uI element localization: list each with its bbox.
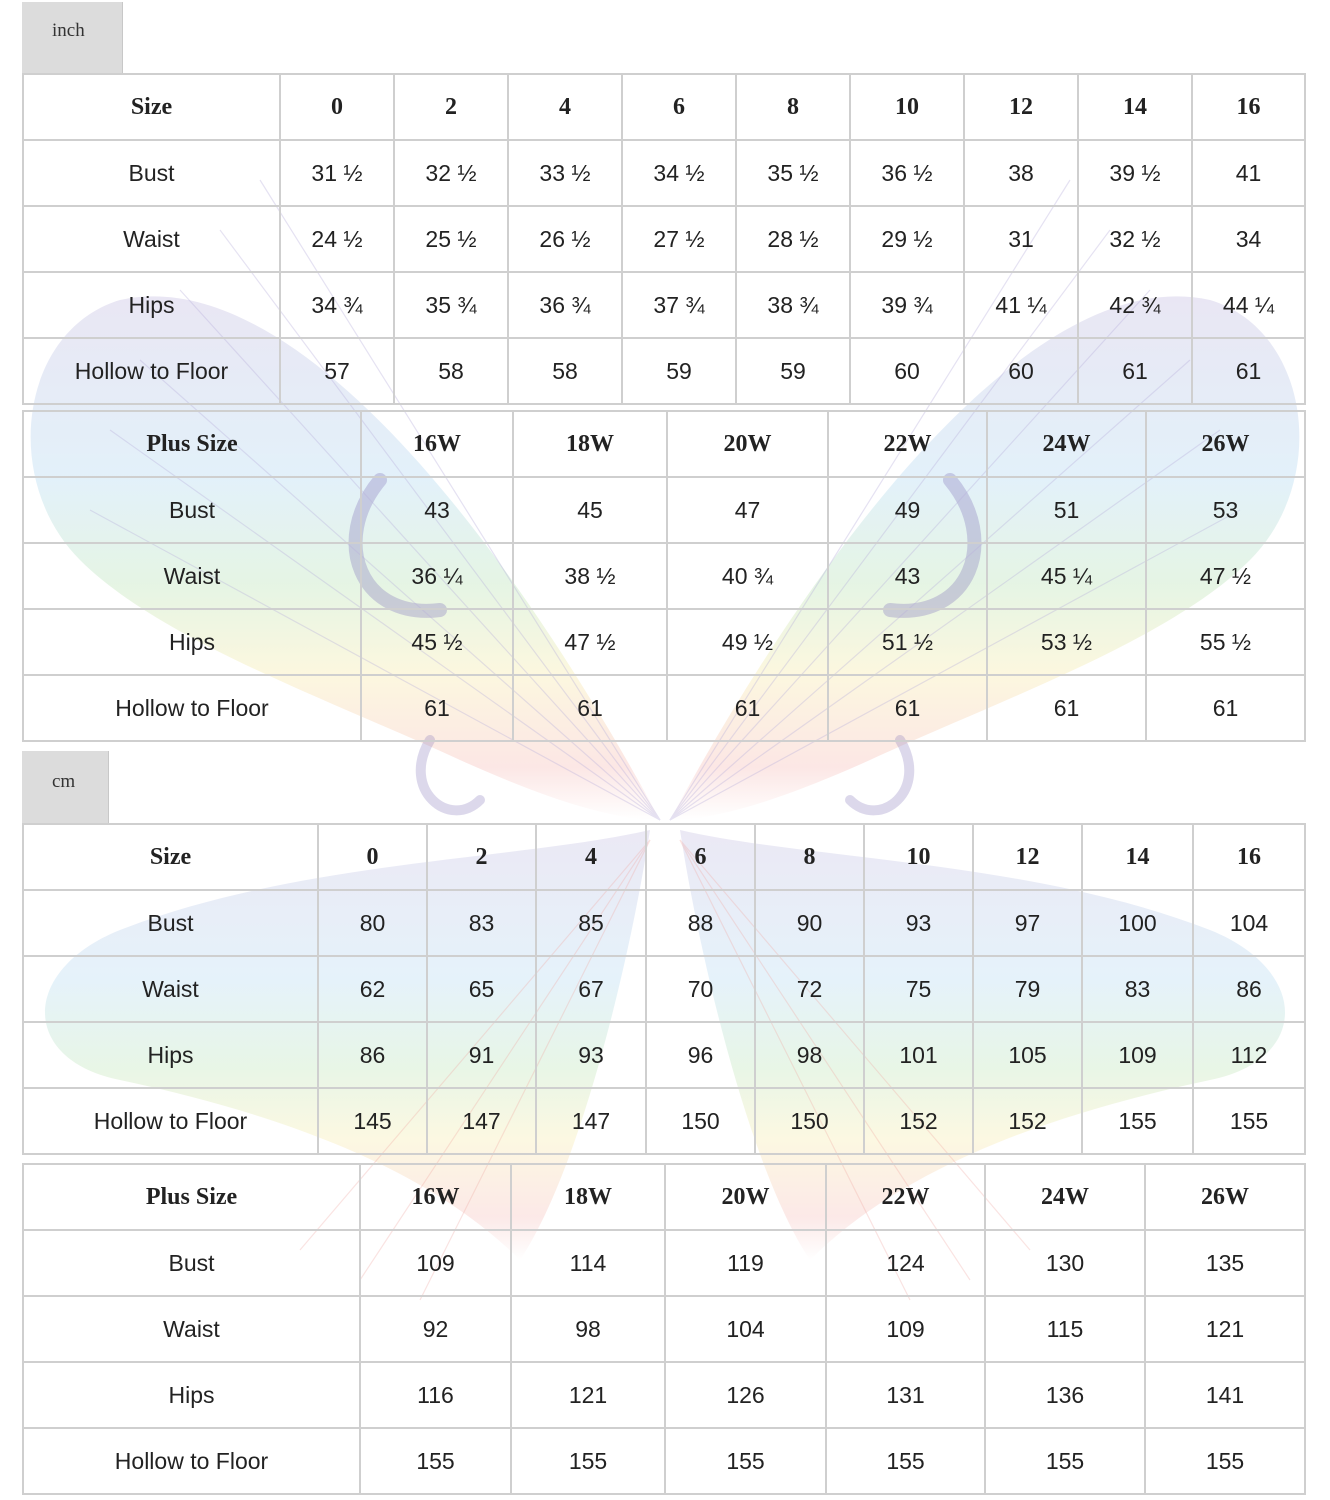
table-cell: 40 ¾ <box>667 543 828 609</box>
table-cell: 31 <box>964 206 1078 272</box>
table-cell: 65 <box>427 956 536 1022</box>
table-cell: 91 <box>427 1022 536 1088</box>
table-cell: 34 <box>1192 206 1305 272</box>
table-cell: 85 <box>536 890 646 956</box>
table-cell: 61 <box>828 675 987 741</box>
table-cell: 86 <box>318 1022 427 1088</box>
table-cell: 36 ¼ <box>361 543 513 609</box>
table-cell: 121 <box>511 1362 665 1428</box>
table-cell: 61 <box>667 675 828 741</box>
row-label: Waist <box>23 956 318 1022</box>
table-cell: 155 <box>511 1428 665 1494</box>
table-row <box>23 477 1305 543</box>
row-label: Hollow to Floor <box>23 675 361 741</box>
header-row <box>23 74 1305 140</box>
size-label: 16 <box>1193 824 1305 890</box>
size-label: 2 <box>427 824 536 890</box>
table-row <box>23 609 1305 675</box>
table-row <box>23 1428 1305 1494</box>
inch-standard-size-table <box>22 73 1306 405</box>
size-label: 12 <box>973 824 1082 890</box>
table-cell: 109 <box>1082 1022 1193 1088</box>
row-label: Waist <box>23 543 361 609</box>
table-cell: 61 <box>1192 338 1305 404</box>
table-cell: 61 <box>1078 338 1192 404</box>
table-cell: 116 <box>360 1362 511 1428</box>
table-cell: 93 <box>536 1022 646 1088</box>
table-cell: 150 <box>755 1088 864 1154</box>
table-cell: 112 <box>1193 1022 1305 1088</box>
table-cell: 70 <box>646 956 755 1022</box>
row-label: Bust <box>23 890 318 956</box>
table-cell: 105 <box>973 1022 1082 1088</box>
table-cell: 45 ½ <box>361 609 513 675</box>
table-cell: 32 ½ <box>394 140 508 206</box>
table-cell: 47 ½ <box>513 609 667 675</box>
table-cell: 42 ¾ <box>1078 272 1192 338</box>
table-cell: 130 <box>985 1230 1145 1296</box>
table-cell: 72 <box>755 956 864 1022</box>
table-row <box>23 1230 1305 1296</box>
table-cell: 88 <box>646 890 755 956</box>
table-cell: 152 <box>973 1088 1082 1154</box>
row-label: Hollow to Floor <box>23 1088 318 1154</box>
table-cell: 155 <box>1082 1088 1193 1154</box>
row-label: Bust <box>23 477 361 543</box>
table-cell: 38 ¾ <box>736 272 850 338</box>
table-cell: 155 <box>665 1428 826 1494</box>
header-row <box>23 824 1305 890</box>
table-cell: 45 <box>513 477 667 543</box>
plus-size-header: Plus Size <box>23 1164 360 1230</box>
table-cell: 61 <box>987 675 1146 741</box>
table-cell: 26 ½ <box>508 206 622 272</box>
table-cell: 141 <box>1145 1362 1305 1428</box>
table-row <box>23 206 1305 272</box>
table-cell: 38 ½ <box>513 543 667 609</box>
plus-size-header: Plus Size <box>23 411 361 477</box>
table-cell: 155 <box>360 1428 511 1494</box>
table-cell: 31 ½ <box>280 140 394 206</box>
table-cell: 49 ½ <box>667 609 828 675</box>
table-cell: 59 <box>736 338 850 404</box>
table-cell: 114 <box>511 1230 665 1296</box>
tab-inch[interactable]: inch <box>22 2 123 73</box>
size-label: 8 <box>755 824 864 890</box>
table-cell: 60 <box>850 338 964 404</box>
table-cell: 155 <box>985 1428 1145 1494</box>
table-cell: 34 ¾ <box>280 272 394 338</box>
table-cell: 39 ¾ <box>850 272 964 338</box>
table-row <box>23 956 1305 1022</box>
table-cell: 100 <box>1082 890 1193 956</box>
table-cell: 61 <box>513 675 667 741</box>
table-cell: 152 <box>864 1088 973 1154</box>
row-label: Bust <box>23 1230 360 1296</box>
table-cell: 83 <box>1082 956 1193 1022</box>
table-row <box>23 1362 1305 1428</box>
table-cell: 109 <box>360 1230 511 1296</box>
table-row <box>23 543 1305 609</box>
table-cell: 150 <box>646 1088 755 1154</box>
size-label: 20W <box>665 1164 826 1230</box>
size-label: 16 <box>1192 74 1305 140</box>
inch-plus-size-table <box>22 410 1306 742</box>
table-cell: 93 <box>864 890 973 956</box>
size-label: 18W <box>511 1164 665 1230</box>
size-label: 8 <box>736 74 850 140</box>
table-cell: 98 <box>755 1022 864 1088</box>
table-cell: 49 <box>828 477 987 543</box>
table-cell: 32 ½ <box>1078 206 1192 272</box>
table-cell: 43 <box>828 543 987 609</box>
cm-plus-size-table <box>22 1163 1306 1495</box>
table-cell: 29 ½ <box>850 206 964 272</box>
table-cell: 96 <box>646 1022 755 1088</box>
table-cell: 92 <box>360 1296 511 1362</box>
table-row <box>23 1022 1305 1088</box>
table-cell: 45 ¼ <box>987 543 1146 609</box>
table-cell: 36 ¾ <box>508 272 622 338</box>
table-cell: 147 <box>536 1088 646 1154</box>
table-cell: 155 <box>1193 1088 1305 1154</box>
size-label: 24W <box>987 411 1146 477</box>
table-cell: 136 <box>985 1362 1145 1428</box>
size-header: Size <box>23 824 318 890</box>
row-label: Bust <box>23 140 280 206</box>
table-cell: 27 ½ <box>622 206 736 272</box>
row-label: Hollow to Floor <box>23 1428 360 1494</box>
table-cell: 104 <box>665 1296 826 1362</box>
table-cell: 101 <box>864 1022 973 1088</box>
table-cell: 47 ½ <box>1146 543 1305 609</box>
row-label: Hips <box>23 272 280 338</box>
table-cell: 147 <box>427 1088 536 1154</box>
size-label: 4 <box>508 74 622 140</box>
table-cell: 61 <box>1146 675 1305 741</box>
table-cell: 44 ¼ <box>1192 272 1305 338</box>
table-cell: 131 <box>826 1362 985 1428</box>
row-label: Hips <box>23 609 361 675</box>
row-label: Hollow to Floor <box>23 338 280 404</box>
table-cell: 155 <box>1145 1428 1305 1494</box>
table-cell: 51 ½ <box>828 609 987 675</box>
table-cell: 35 ½ <box>736 140 850 206</box>
size-label: 16W <box>361 411 513 477</box>
size-label: 26W <box>1146 411 1305 477</box>
size-label: 2 <box>394 74 508 140</box>
size-label: 0 <box>318 824 427 890</box>
size-label: 10 <box>864 824 973 890</box>
table-cell: 61 <box>361 675 513 741</box>
row-label: Waist <box>23 206 280 272</box>
table-row <box>23 272 1305 338</box>
size-label: 22W <box>826 1164 985 1230</box>
table-cell: 25 ½ <box>394 206 508 272</box>
table-cell: 43 <box>361 477 513 543</box>
table-cell: 155 <box>826 1428 985 1494</box>
table-cell: 59 <box>622 338 736 404</box>
table-cell: 35 ¾ <box>394 272 508 338</box>
table-cell: 53 <box>1146 477 1305 543</box>
table-cell: 58 <box>394 338 508 404</box>
table-cell: 57 <box>280 338 394 404</box>
size-label: 14 <box>1082 824 1193 890</box>
row-label: Hips <box>23 1362 360 1428</box>
size-label: 12 <box>964 74 1078 140</box>
table-cell: 83 <box>427 890 536 956</box>
table-cell: 98 <box>511 1296 665 1362</box>
size-label: 14 <box>1078 74 1192 140</box>
table-row <box>23 140 1305 206</box>
size-label: 6 <box>646 824 755 890</box>
table-cell: 121 <box>1145 1296 1305 1362</box>
table-cell: 33 ½ <box>508 140 622 206</box>
table-cell: 28 ½ <box>736 206 850 272</box>
table-cell: 53 ½ <box>987 609 1146 675</box>
table-cell: 124 <box>826 1230 985 1296</box>
table-cell: 39 ½ <box>1078 140 1192 206</box>
table-cell: 97 <box>973 890 1082 956</box>
table-cell: 109 <box>826 1296 985 1362</box>
size-header: Size <box>23 74 280 140</box>
header-row <box>23 411 1305 477</box>
table-cell: 36 ½ <box>850 140 964 206</box>
table-cell: 24 ½ <box>280 206 394 272</box>
size-label: 6 <box>622 74 736 140</box>
table-cell: 115 <box>985 1296 1145 1362</box>
table-cell: 119 <box>665 1230 826 1296</box>
table-cell: 86 <box>1193 956 1305 1022</box>
size-label: 18W <box>513 411 667 477</box>
table-cell: 80 <box>318 890 427 956</box>
table-cell: 38 <box>964 140 1078 206</box>
table-cell: 41 ¼ <box>964 272 1078 338</box>
table-cell: 126 <box>665 1362 826 1428</box>
size-label: 4 <box>536 824 646 890</box>
table-cell: 47 <box>667 477 828 543</box>
table-cell: 145 <box>318 1088 427 1154</box>
table-cell: 34 ½ <box>622 140 736 206</box>
row-label: Hips <box>23 1022 318 1088</box>
table-row <box>23 675 1305 741</box>
table-cell: 104 <box>1193 890 1305 956</box>
table-row <box>23 1088 1305 1154</box>
table-cell: 135 <box>1145 1230 1305 1296</box>
table-cell: 58 <box>508 338 622 404</box>
size-label: 22W <box>828 411 987 477</box>
cm-standard-size-table <box>22 823 1306 1155</box>
size-label: 20W <box>667 411 828 477</box>
table-cell: 55 ½ <box>1146 609 1305 675</box>
size-label: 24W <box>985 1164 1145 1230</box>
size-label: 26W <box>1145 1164 1305 1230</box>
table-cell: 51 <box>987 477 1146 543</box>
table-cell: 62 <box>318 956 427 1022</box>
table-cell: 90 <box>755 890 864 956</box>
row-label: Waist <box>23 1296 360 1362</box>
table-cell: 37 ¾ <box>622 272 736 338</box>
size-label: 0 <box>280 74 394 140</box>
table-row <box>23 1296 1305 1362</box>
table-cell: 67 <box>536 956 646 1022</box>
table-cell: 79 <box>973 956 1082 1022</box>
tab-cm[interactable]: cm <box>22 751 109 823</box>
table-cell: 75 <box>864 956 973 1022</box>
size-label: 10 <box>850 74 964 140</box>
table-cell: 60 <box>964 338 1078 404</box>
table-row <box>23 338 1305 404</box>
table-cell: 41 <box>1192 140 1305 206</box>
size-label: 16W <box>360 1164 511 1230</box>
header-row <box>23 1164 1305 1230</box>
table-row <box>23 890 1305 956</box>
